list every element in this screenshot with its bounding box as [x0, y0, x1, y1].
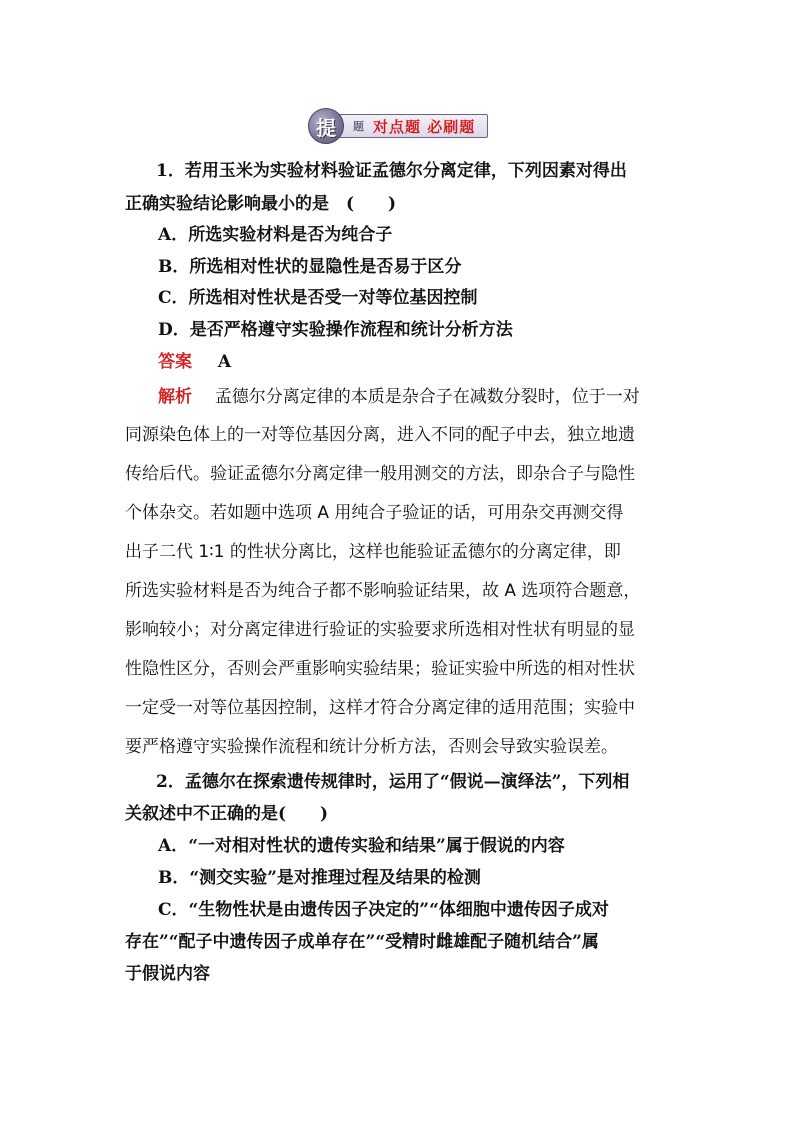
q1-explanation-line2: 同源染色体上的一对等位基因分离，进入不同的配子中去，独立地遗 [125, 425, 635, 445]
q1-explanation-line10: 要严格遵守实验操作流程和统计分析方法，否则会导致实验误差。 [125, 737, 618, 757]
q1-explanation-line5: 出子二代 1∶1 的性状分离比，这样也能验证孟德尔的分离定律，即 [125, 542, 621, 562]
q1-option-d: D．是否严格遵守实验操作流程和统计分析方法 [158, 320, 513, 340]
banner-icon-char: 提 [316, 115, 336, 140]
answer-value: A [217, 352, 232, 372]
banner-tag [338, 114, 488, 138]
q1-explanation-line8: 性隐性区分，否则会严重影响实验结果；验证实验中所选的相对性状 [125, 659, 635, 679]
answer-label: 答案 [158, 352, 192, 372]
q1-option-a: A．所选实验材料是否为纯合子 [158, 225, 393, 245]
explanation-text-1: 孟德尔分离定律的本质是杂合子在减数分裂时，位于一对 [214, 387, 640, 407]
q2-option-c-line2: 存在”“配子中遗传因子成单存在”“受精时雌雄配子随机结合”属 [125, 932, 599, 952]
explanation-label: 解析 [158, 387, 192, 407]
q2-stem-line1: 2．孟德尔在探索遗传规律时，运用了“假说—演绎法”，下列相 [156, 772, 630, 792]
q1-explanation-line1 [158, 386, 640, 408]
q1-stem-line1: 1．若用玉米为实验材料验证孟德尔分离定律，下列因素对得出 [156, 161, 627, 181]
section-banner [308, 108, 488, 144]
q1-answer [158, 351, 231, 373]
banner-pre-text: 题 [353, 120, 365, 133]
q2-option-c-line1: C．“生物性状是由遗传因子决定的”“体细胞中遗传因子成对 [158, 900, 609, 920]
q1-explanation-line4: 个体杂交。若如题中选项 A 用纯合子验证的话，可用杂交再测交得 [125, 503, 624, 523]
q2-option-a: A．“一对相对性状的遗传实验和结果”属于假说的内容 [158, 836, 565, 856]
q2-option-c-line3: 于假说内容 [125, 964, 210, 984]
q1-option-b: B．所选相对性状的显隐性是否易于区分 [158, 257, 462, 277]
banner-badge-icon [308, 108, 344, 144]
q2-stem-line2: 关叙述中不正确的是( ) [125, 804, 329, 824]
q1-explanation-line6: 所选实验材料是否为纯合子都不影响验证结果，故 A 选项符合题意， [125, 581, 641, 601]
q1-option-c: C．所选相对性状是否受一对等位基因控制 [158, 288, 478, 308]
banner-title: 对点题 必刷题 [373, 117, 476, 136]
q1-explanation-line3: 传给后代。验证孟德尔分离定律一般用测交的方法，即杂合子与隐性 [125, 464, 635, 484]
q1-stem-line2: 正确实验结论影响最小的是 ( ) [125, 194, 397, 214]
q1-explanation-line7: 影响较小；对分离定律进行验证的实验要求所选相对性状有明显的显 [125, 620, 635, 640]
q2-option-b: B．“测交实验”是对推理过程及结果的检测 [158, 868, 481, 888]
q1-explanation-line9: 一定受一对等位基因控制，这样才符合分离定律的适用范围；实验中 [125, 698, 635, 718]
